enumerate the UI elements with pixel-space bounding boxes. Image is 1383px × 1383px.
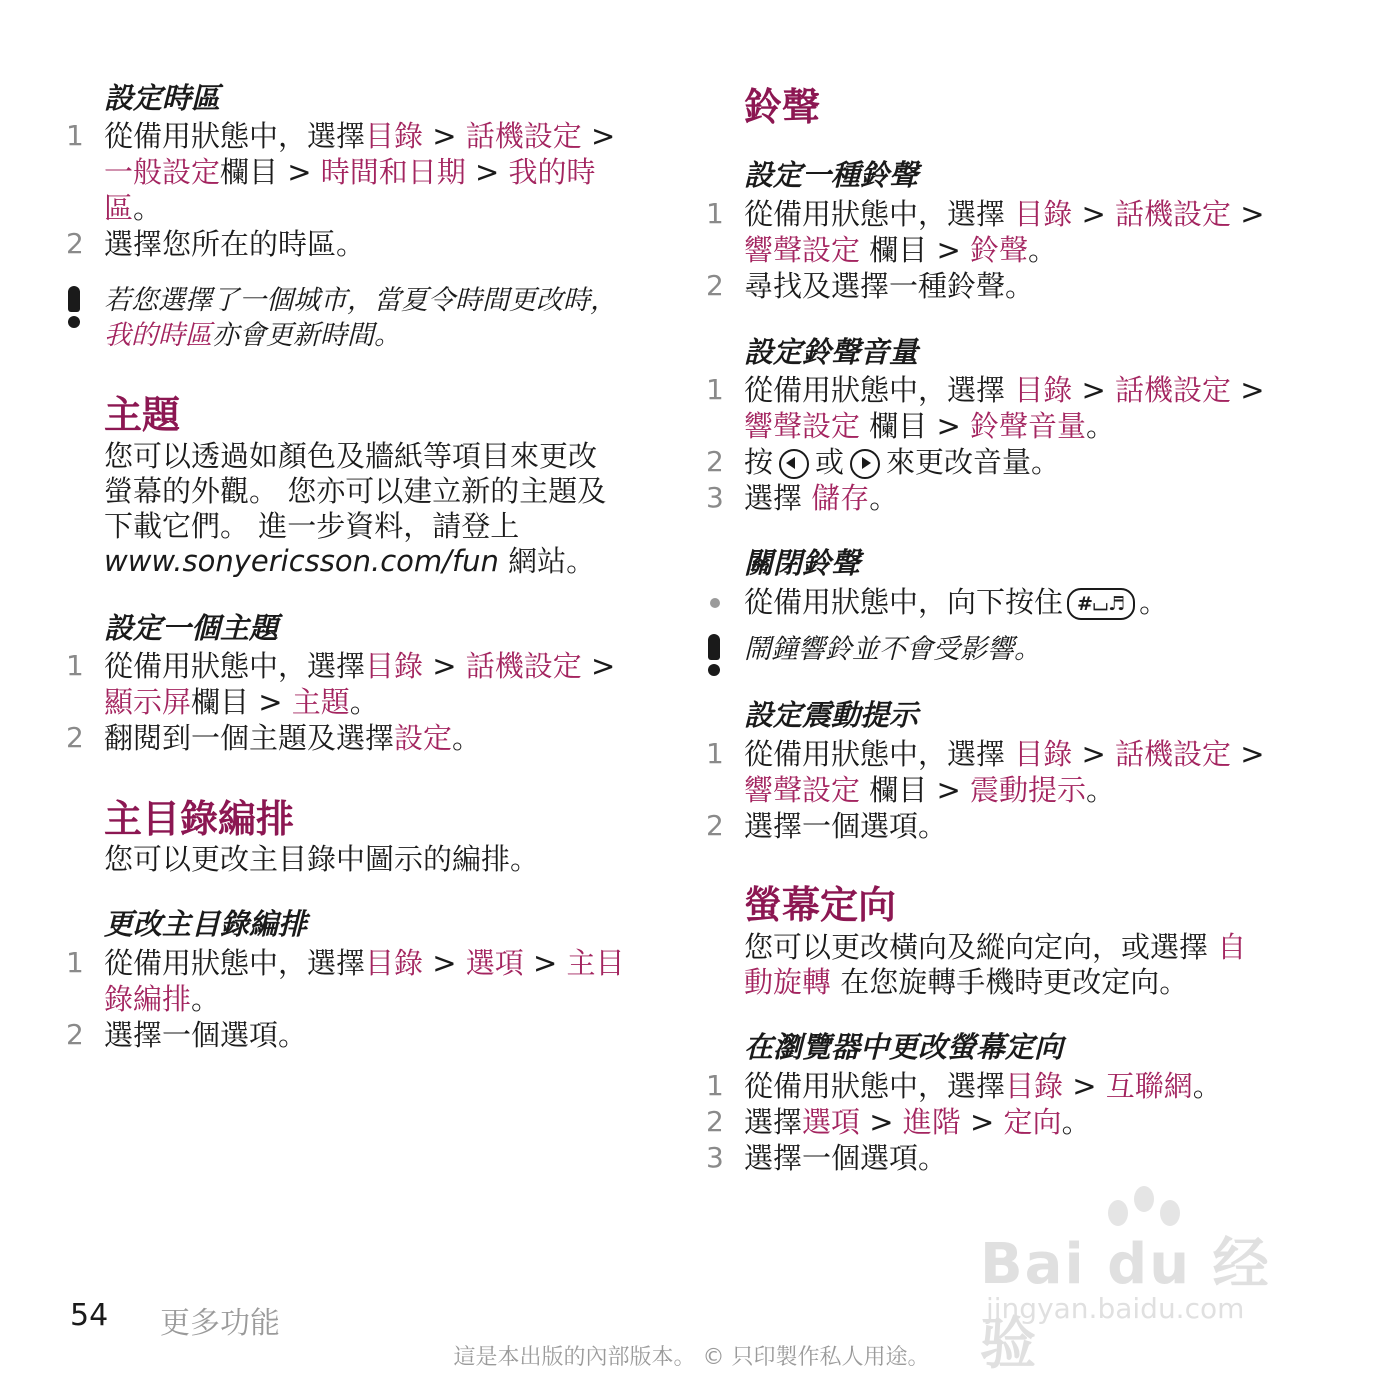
step-text: 選擇: [744, 1105, 803, 1139]
step-1: [66, 648, 616, 684]
note-text-2: [104, 318, 617, 353]
period: 。: [1061, 1105, 1091, 1139]
step-text: 來更改音量。: [886, 445, 1061, 479]
step-text: 選擇一個選項。: [744, 809, 948, 843]
separator: >: [1072, 737, 1115, 771]
para-line: 螢幕的外觀。 您亦可以建立新的主題及: [104, 474, 607, 508]
step-number: 2: [66, 721, 84, 754]
subheading-turn-off-ringtone: 關閉鈴聲: [744, 546, 861, 580]
period: 。: [1028, 233, 1058, 267]
step-list-set-ringtone: [706, 196, 1265, 304]
step-1: [706, 196, 1265, 232]
subheading-browser-orientation: 在瀏覽器中更改螢幕定向: [744, 1030, 1064, 1064]
step-list-browser: [706, 1068, 1222, 1176]
step-3: [706, 1140, 1222, 1176]
link-sound-settings[interactable]: 響聲設定: [744, 773, 861, 807]
step-list-time-zone: [66, 118, 616, 262]
step-1: [706, 372, 1265, 408]
bullet-turn-off: [744, 584, 1168, 620]
step-number: 1: [706, 737, 724, 770]
step-2: [66, 720, 615, 756]
website-url[interactable]: www.sonyericsson.com/fun: [104, 544, 499, 578]
step-2: [706, 1104, 1222, 1140]
step-1-cont: [104, 154, 615, 190]
link-phone-settings[interactable]: 話機設定: [1114, 197, 1231, 231]
separator: >: [581, 119, 616, 153]
para-line-url: [104, 544, 606, 579]
step-1-cont: [104, 981, 625, 1017]
heading-screen-orientation: 螢幕定向: [744, 883, 897, 927]
hash-silent-key-icon: #⌴♬: [1067, 588, 1135, 620]
link-general-settings[interactable]: 一般設定: [104, 155, 221, 189]
step-3: [706, 480, 1265, 516]
link-time-and-date[interactable]: 時間和日期: [320, 155, 466, 189]
link-internet[interactable]: 互聯網: [1105, 1069, 1193, 1103]
subheading-set-time-zone: 設定時區: [104, 81, 221, 115]
step-1: [706, 736, 1265, 772]
period: 。: [349, 685, 379, 719]
link-phone-settings[interactable]: 話機設定: [1114, 737, 1231, 771]
link-auto-rotate[interactable]: 自: [1217, 930, 1247, 964]
step-list-change-menu: [66, 945, 625, 1053]
warning-icon: [66, 286, 80, 328]
separator: >: [423, 119, 466, 153]
link-menu[interactable]: 目錄: [365, 119, 424, 153]
step-1: [706, 1068, 1222, 1104]
link-set[interactable]: 設定: [394, 721, 453, 755]
link-display[interactable]: 顯示屏: [104, 685, 192, 719]
separator: >: [423, 946, 466, 980]
paragraph-main-menu-layout: [104, 842, 539, 877]
link-menu[interactable]: 目錄: [1005, 1069, 1064, 1103]
step-number: 2: [66, 1018, 84, 1051]
step-1: [66, 118, 616, 154]
para-text: 您可以更改橫向及縱向定向，或選擇: [744, 930, 1218, 964]
step-number: 1: [706, 1069, 724, 1102]
link-themes[interactable]: 主題: [291, 685, 350, 719]
separator: >: [1231, 197, 1265, 231]
footer-notice: 這是本出版的內部版本。 © 只印製作私人用途。: [453, 1345, 930, 1370]
para-text: 網站。: [498, 544, 596, 578]
step-number: 2: [706, 809, 724, 842]
step-text: 欄目 >: [191, 685, 292, 719]
link-sound-settings[interactable]: 響聲設定: [744, 409, 861, 443]
step-text: 選擇: [744, 481, 812, 515]
step-text: 從備用狀態中，選擇: [104, 946, 366, 980]
watermark-logo: Bai du 经验: [980, 1232, 1271, 1377]
period: 。: [452, 721, 482, 755]
para-line-2: [744, 965, 1246, 1000]
link-menu[interactable]: 目錄: [365, 649, 424, 683]
separator: >: [1231, 737, 1265, 771]
link-my-time-zone[interactable]: 我的時: [508, 155, 596, 189]
period: 。: [1086, 773, 1116, 807]
step-1: [66, 945, 625, 981]
link-menu[interactable]: 目錄: [365, 946, 424, 980]
step-number: 2: [706, 1105, 724, 1138]
note-time-zone: [104, 283, 617, 353]
period: 。: [1192, 1069, 1222, 1103]
step-text: 選擇一個選項。: [744, 1141, 948, 1175]
link-phone-settings[interactable]: 話機設定: [1114, 373, 1231, 407]
separator: >: [465, 155, 509, 189]
step-number: 1: [66, 946, 84, 979]
step-text: 欄目 >: [220, 155, 321, 189]
step-text: 按: [744, 445, 774, 479]
step-2: [66, 226, 615, 262]
step-text: 翻閱到一個主題及選擇: [104, 721, 395, 755]
separator: >: [960, 1105, 1004, 1139]
baidu-watermark: [980, 1180, 1300, 1377]
link-my-time-zone-cont[interactable]: 區: [104, 191, 134, 225]
separator: >: [423, 649, 466, 683]
step-1-cont: [104, 684, 615, 720]
footer-section-title: 更多功能: [160, 1306, 280, 1341]
bullet-text: 從備用狀態中，向下按住: [744, 585, 1064, 619]
period: 。: [191, 982, 221, 1016]
step-text: 選擇一個選項。: [104, 1018, 308, 1052]
period: 。: [133, 191, 163, 225]
separator: >: [523, 946, 567, 980]
bullet-item: [744, 584, 1168, 620]
subheading-set-ringtone: 設定一種鈴聲: [744, 158, 919, 192]
para-line: 您可以透過如顏色及牆紙等項目來更改: [104, 439, 598, 473]
para-text: 在您旋轉手機時更改定向。: [831, 965, 1189, 999]
period: 。: [1086, 409, 1116, 443]
note-text: 若您選擇了一個城市，當夏令時間更改時，: [104, 285, 617, 316]
step-number: 1: [66, 119, 84, 152]
subheading-vibrate-alert: 設定震動提示: [744, 698, 919, 732]
warning-icon: [706, 634, 720, 676]
note-alarm: [744, 632, 1041, 667]
step-list-vibrate: [706, 736, 1265, 844]
link-ringtone-volume[interactable]: 鈴聲音量: [969, 409, 1086, 443]
step-number: 1: [706, 373, 724, 406]
link-orientation[interactable]: 定向: [1003, 1105, 1062, 1139]
step-text: 從備用狀態中，選擇: [744, 373, 1015, 407]
link-main-menu-layout-cont[interactable]: 錄編排: [104, 982, 192, 1016]
step-number: 2: [706, 269, 724, 302]
step-2: [706, 268, 1265, 304]
link-auto-rotate-cont[interactable]: 動旋轉: [744, 965, 832, 999]
link-menu[interactable]: 目錄: [1014, 737, 1073, 771]
page-number: 54: [70, 1298, 109, 1333]
step-number: 3: [706, 1141, 724, 1174]
link-menu[interactable]: 目錄: [1014, 373, 1073, 407]
step-text: 從備用狀態中，選擇: [104, 119, 366, 153]
link-save[interactable]: 儲存: [811, 481, 870, 515]
step-text: 欄目 >: [860, 233, 970, 267]
watermark-url: jingyan.baidu.com: [986, 1292, 1245, 1325]
separator: >: [1063, 1069, 1106, 1103]
link-vibrate-alert[interactable]: 震動提示: [969, 773, 1086, 807]
step-1-cont: [744, 772, 1265, 808]
separator: >: [860, 1105, 903, 1139]
period: 。: [869, 481, 899, 515]
step-number: 3: [706, 481, 724, 514]
subheading-ringtone-volume: 設定鈴聲音量: [744, 335, 919, 369]
link-sound-settings[interactable]: 響聲設定: [744, 233, 861, 267]
bullet-dot: [710, 598, 720, 608]
step-list-ringtone-volume: [706, 372, 1265, 516]
para-line: 下載它們。 進一步資料，請登上: [104, 509, 520, 543]
step-2: [706, 444, 1265, 480]
step-1-cont2: [104, 190, 615, 226]
step-number: 2: [706, 445, 724, 478]
step-text: 或: [815, 445, 845, 479]
link-options[interactable]: 選項: [465, 946, 524, 980]
step-text: 欄目 >: [860, 409, 970, 443]
para-line: 您可以更改主目錄中圖示的編排。: [104, 842, 540, 876]
paragraph-screen-orientation: [744, 930, 1246, 1000]
heading-main-menu-layout: 主目錄編排: [104, 797, 295, 841]
link-phone-settings[interactable]: 話機設定: [465, 119, 582, 153]
separator: >: [1072, 373, 1115, 407]
step-text: 欄目 >: [860, 773, 970, 807]
step-text: 從備用狀態中，選擇: [104, 649, 366, 683]
link-options[interactable]: 選項: [802, 1105, 861, 1139]
note-text-end: 亦會更新時間。: [212, 320, 401, 351]
separator: >: [581, 649, 616, 683]
note-text: 鬧鐘響鈴並不會受影響。: [744, 634, 1041, 665]
step-number: 1: [706, 197, 724, 230]
link-menu[interactable]: 目錄: [1014, 197, 1073, 231]
paragraph-themes: [104, 439, 606, 579]
separator: >: [1072, 197, 1115, 231]
note-link[interactable]: 我的時區: [104, 320, 212, 351]
paw-icon: [1134, 1186, 1154, 1212]
separator: >: [1231, 373, 1265, 407]
period: 。: [1139, 585, 1169, 619]
subheading-change-menu-layout: 更改主目錄編排: [104, 907, 308, 941]
step-list-set-theme: [66, 648, 616, 756]
step-2: [66, 1017, 625, 1053]
link-advanced[interactable]: 進階: [902, 1105, 961, 1139]
step-1-cont: [744, 408, 1265, 444]
step-number: 1: [66, 649, 84, 682]
link-ringtone[interactable]: 鈴聲: [969, 233, 1028, 267]
heading-ringtones: 鈴聲: [744, 85, 821, 129]
step-1-cont: [744, 232, 1265, 268]
nav-left-key-icon: [779, 449, 809, 479]
step-text: 尋找及選擇一種鈴聲。: [744, 269, 1035, 303]
link-phone-settings[interactable]: 話機設定: [465, 649, 582, 683]
step-number: 2: [66, 227, 84, 260]
step-2: [706, 808, 1265, 844]
link-main-menu-layout[interactable]: 主目: [566, 946, 625, 980]
subheading-set-theme: 設定一個主題: [104, 611, 279, 645]
para-line: [744, 930, 1246, 965]
step-text: 從備用狀態中，選擇: [744, 197, 1015, 231]
heading-themes: 主題: [104, 393, 181, 437]
step-text: 從備用狀態中，選擇: [744, 1069, 1006, 1103]
step-text: 從備用狀態中，選擇: [744, 737, 1015, 771]
nav-right-key-icon: [850, 449, 880, 479]
step-text: 選擇您所在的時區。: [104, 227, 366, 261]
